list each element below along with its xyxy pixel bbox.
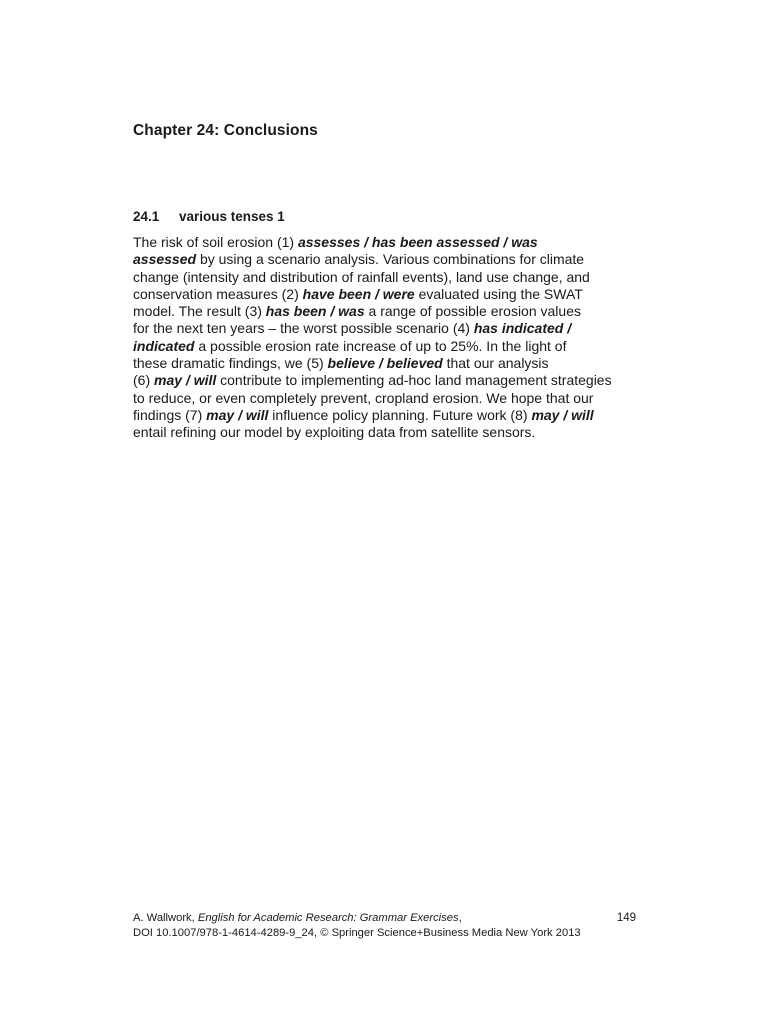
answer-options: has indicated / [473,320,572,337]
answer-options: may / will [206,406,269,423]
paragraph-line [133,320,643,337]
footer-doi: DOI 10.1007/978-1-4614-4289-9_24, © Springer Science+Business Media New York 2013 [133,927,581,939]
answer-options: indicated [133,337,195,354]
answer-options: have been / were [302,285,415,302]
paragraph-line [133,269,643,286]
footer-author: A. Wallwork, [133,912,198,924]
answer-options: has been / was [265,303,365,320]
footer-comma: , [458,912,462,924]
paragraph-text: change (intensity and distribution of rainfall events), land use change, and [133,268,590,285]
paragraph-text: The risk of soil erosion (1) [133,234,298,250]
paragraph-text: conservation measures (2) [133,285,303,302]
paragraph-line [133,372,643,389]
section-title: various tenses 1 [179,209,285,224]
exercise-paragraph [133,234,643,442]
footer-citation [133,911,638,941]
page-number: 149 [616,912,636,924]
paragraph-line [133,355,643,372]
paragraph-text: that our analysis [442,355,549,372]
paragraph-line [133,303,643,320]
paragraph-text: these dramatic findings, we (5) [133,355,328,372]
answer-options: may / will [154,372,217,389]
paragraph-line [133,286,643,303]
paragraph-text: by using a scenario analysis. Various combinations for climate [196,251,585,268]
paragraph-text: contribute to implementing ad-hoc land management strategies [216,372,612,389]
paragraph-text: to reduce, or even completely prevent, cropland erosion. We hope that our [133,389,594,406]
paragraph-text: findings (7) [133,406,207,423]
paragraph-line [133,234,643,251]
paragraph-line [133,407,643,424]
paragraph-text: model. The result (3) [133,303,266,320]
answer-options: believe / believed [327,355,443,372]
paragraph-text: a possible erosion rate increase of up to 25%. In the light of [194,337,567,354]
section-heading [133,209,285,224]
answer-options: assessed [133,251,197,268]
paragraph-line [133,390,643,407]
footer-book-title: English for Academic Research: Grammar Exercises [197,912,459,924]
section-number: 24.1 [133,209,160,224]
paragraph-text: for the next ten years – the worst possible scenario (4) [133,320,474,337]
paragraph-text: influence policy planning. Future work (8) [268,406,532,423]
paragraph-line [133,338,643,355]
paragraph-text: entail refining our model by exploiting data from satellite sensors. [133,424,536,441]
answer-options: assesses / has been assessed / was [297,234,538,250]
paragraph-text: a range of possible erosion values [364,303,581,320]
answer-options: may / will [531,406,594,423]
paragraph-text: (6) [133,372,154,389]
paragraph-line [133,251,643,268]
footer-citation-line [133,911,638,926]
chapter-title: Chapter 24: Conclusions [133,122,318,139]
paragraph-text: evaluated using the SWAT [414,285,583,302]
paragraph-line [133,424,643,441]
